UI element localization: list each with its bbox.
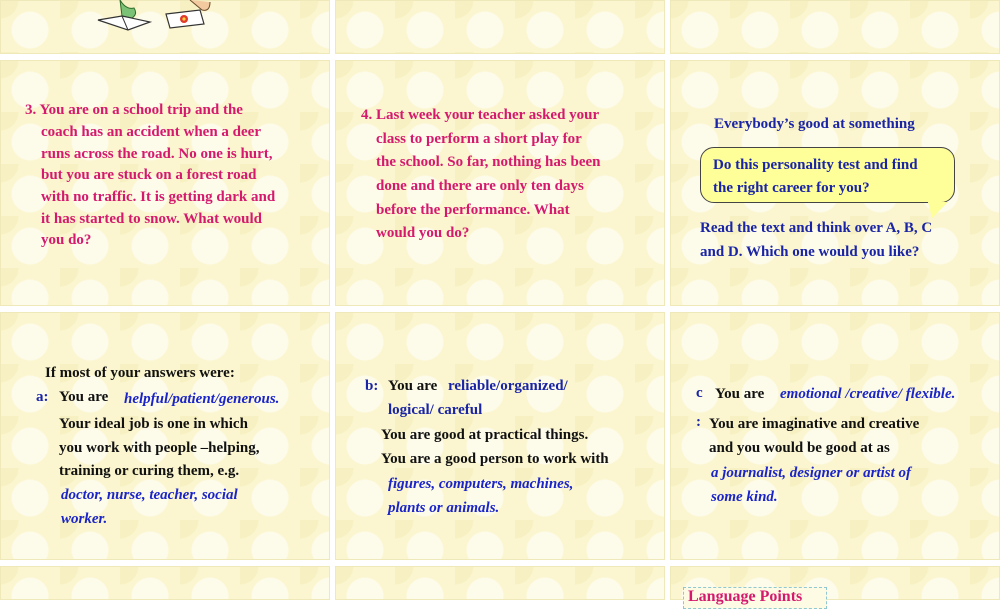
- slide4-question-line-4: done and there are only ten days: [376, 178, 584, 194]
- slide3-question-line-5: with no traffic. It is getting dark and: [41, 189, 276, 205]
- slideA-jobs-line-1: doctor, nurse, teacher, social: [61, 487, 238, 503]
- slideC-colon: :: [696, 414, 701, 430]
- slideB-traits-line-1: reliable/organized/: [448, 378, 568, 394]
- slide4-question-line-5: before the performance. What: [376, 202, 570, 218]
- slideA-traits: helpful/patient/generous.: [124, 391, 280, 407]
- slide-thumbnail-3[interactable]: [670, 0, 1000, 54]
- slide5-title: Everybody’s good at something: [714, 116, 915, 132]
- slideB-traits-line-2: logical/ careful: [388, 402, 483, 418]
- slideC-letter: c: [696, 385, 703, 401]
- slide3-question-line-7: you do?: [41, 232, 92, 248]
- slideC-jobs-line-1: a journalist, designer or artist of: [711, 465, 912, 481]
- slide4-question-line-1: 4. Last week your teacher asked your: [361, 107, 600, 123]
- slide5-read-line-1: Read the text and think over A, B, C: [700, 220, 933, 236]
- slideC-traits: emotional /creative/ flexible.: [780, 386, 956, 402]
- callout-line-1: Do this personality test and find: [713, 157, 918, 173]
- slide5-read-line-2: and D. Which one would you like?: [700, 244, 920, 260]
- callout-line-2: the right career for you?: [713, 180, 870, 196]
- slideB-jobs-line-2: plants or animals.: [388, 500, 500, 516]
- slideC-you-are: You are: [715, 386, 765, 402]
- slideA-intro: If most of your answers were:: [45, 365, 235, 381]
- slide3-question-line-2: coach has an accident when a deer: [41, 124, 261, 140]
- slideC-line-1: You are imaginative and creative: [709, 416, 920, 432]
- slideA-line-3: training or curing them, e.g.: [59, 463, 240, 479]
- slide-thumbnail-10[interactable]: [0, 566, 330, 600]
- slideB-line-2: You are a good person to work with: [381, 451, 609, 467]
- slide3-question-line-4: but you are stuck on a forest road: [41, 167, 257, 183]
- slideA-line-2: you work with people –helping,: [59, 440, 260, 456]
- slideB-jobs-line-1: figures, computers, machines,: [388, 476, 574, 492]
- slideA-line-1: Your ideal job is one in which: [59, 416, 248, 432]
- slide4-question-line-2: class to perform a short play for: [376, 131, 582, 147]
- slide4-question-line-6: would you do?: [376, 225, 470, 241]
- slideB-line-1: You are good at practical things.: [381, 427, 589, 443]
- slideA-jobs-line-2: worker.: [61, 511, 108, 527]
- slide4-question-line-3: the school. So far, nothing has been: [376, 154, 601, 170]
- students-reading-clipart: [92, 0, 222, 32]
- slide3-question-line-3: runs across the road. No one is hurt,: [41, 146, 273, 162]
- slide-thumbnail-11[interactable]: [335, 566, 665, 600]
- slide3-question-line-1: 3. You are on a school trip and the: [25, 102, 243, 118]
- slideB-you-are: You are: [388, 378, 438, 394]
- slideC-line-2: and you would be good at as: [709, 440, 890, 456]
- slideC-jobs-line-2: some kind.: [711, 489, 778, 505]
- slide3-question-line-6: it has started to snow. What would: [41, 211, 263, 227]
- slide-thumbnail-2[interactable]: [335, 0, 665, 54]
- language-points-title: Language Points: [688, 588, 803, 605]
- slideB-letter: b:: [365, 378, 379, 394]
- slideA-letter: a:: [36, 389, 49, 405]
- slideA-you-are: You are: [59, 389, 109, 405]
